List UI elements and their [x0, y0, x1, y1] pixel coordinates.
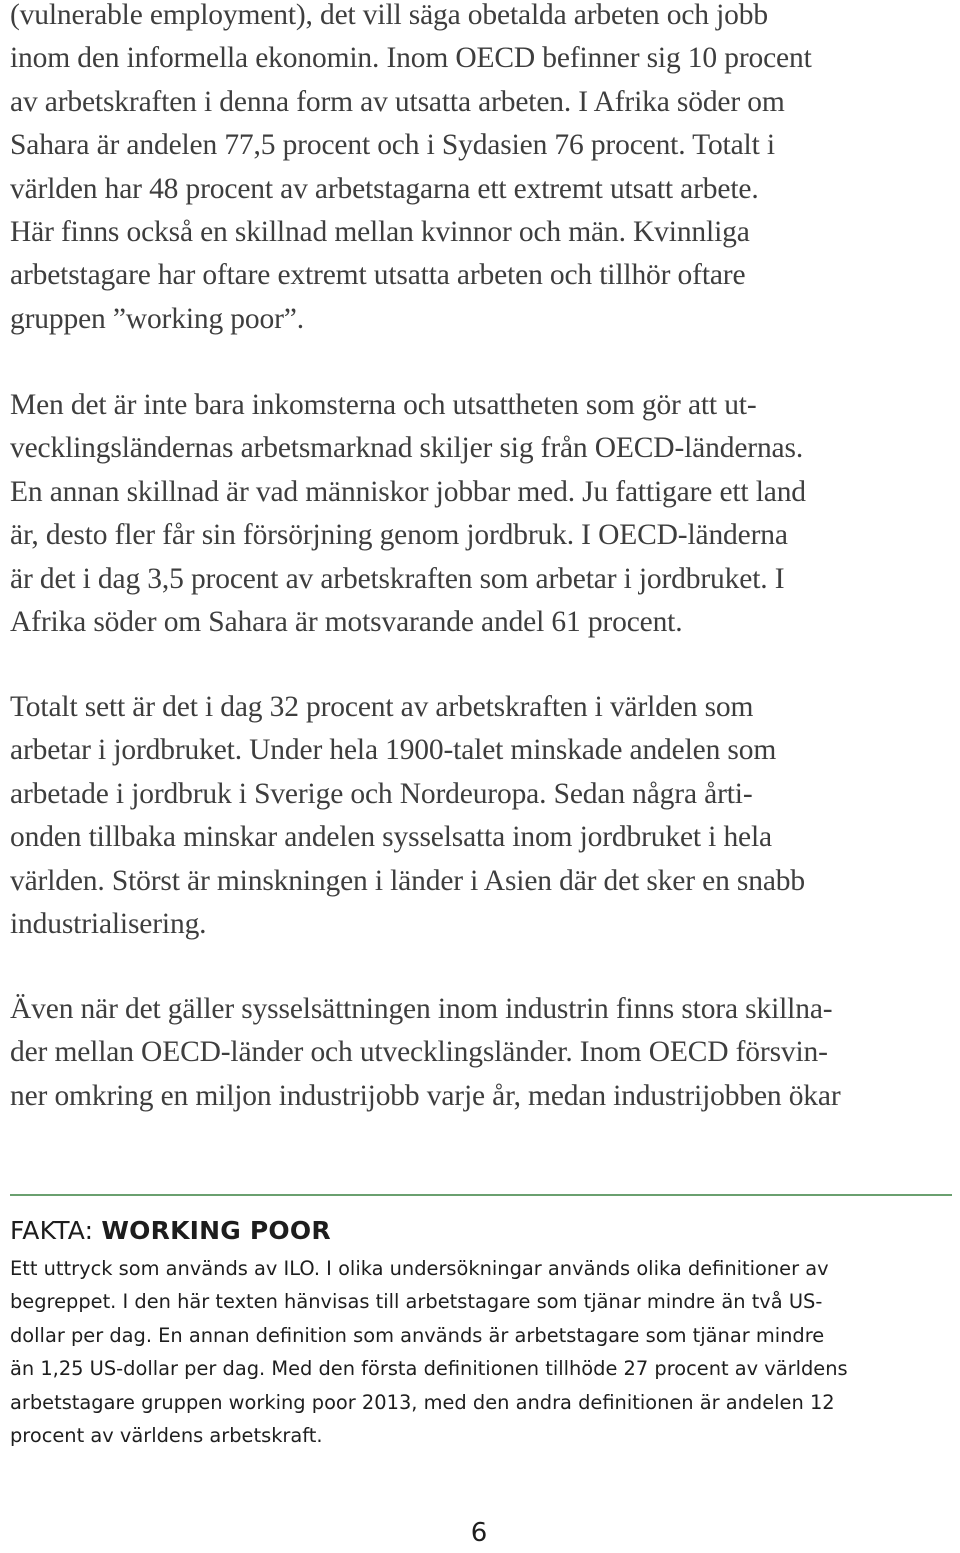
- text-line: världen. Störst är minskningen i länder i Asien där det sker en snabb: [10, 864, 805, 897]
- body-paragraph-3: [10, 686, 950, 946]
- fact-line: än 1,25 US-dollar per dag. Med den första definitionen tillhöde 27 procent av världens: [10, 1357, 848, 1381]
- fact-line: arbetstagare gruppen working poor 2013, med den andra definitionen är andelen 12: [10, 1390, 835, 1414]
- text-line: Afrika söder om Sahara är motsvarande andel 61 procent.: [10, 606, 683, 639]
- fact-box-divider: [10, 1194, 952, 1196]
- text-line: onden tillbaka minskar andelen sysselsatta inom jordbruket i hela: [10, 821, 772, 854]
- text-line: Men det är inte bara inkomsterna och utsattheten som gör att ut-: [10, 389, 757, 421]
- text-line: Här finns också en skillnad mellan kvinnor och män. Kvinnliga: [10, 216, 750, 249]
- text-line: (vulnerable employment), det vill säga obetalda arbeten och jobb: [10, 0, 768, 31]
- text-line: världen har 48 procent av arbetstagarna ett extremt utsatt arbete.: [10, 172, 759, 205]
- fact-line: dollar per dag. En annan definition som används är arbetstagare som tjänar mindre: [10, 1323, 825, 1347]
- fact-box-prefix: FAKTA:: [10, 1216, 102, 1245]
- text-line: vecklingsländernas arbetsmarknad skiljer sig från OECD-ländernas.: [10, 432, 804, 465]
- body-paragraph-2: [10, 384, 950, 644]
- fact-line: procent av världens arbetskraft.: [10, 1424, 323, 1448]
- fact-box-heading: WORKING POOR: [101, 1216, 331, 1245]
- fact-box-text: [10, 1252, 950, 1452]
- text-line: arbetstagare har oftare extremt utsatta arbeten och tillhör oftare: [10, 259, 746, 292]
- page-number: 6: [470, 1518, 488, 1548]
- text-line: arbetar i jordbruket. Under hela 1900-talet minskade andelen som: [10, 734, 777, 767]
- fact-box-title: [10, 1214, 331, 1248]
- text-line: arbetade i jordbruk i Sverige och Nordeuropa. Sedan några årti-: [10, 777, 753, 810]
- fact-line: Ett uttryck som används av ILO. I olika undersökningar används olika definitioner av: [10, 1257, 829, 1280]
- text-line: industrialisering.: [10, 908, 207, 941]
- text-line: ner omkring en miljon industrijobb varje år, medan industrijobben ökar: [10, 1079, 841, 1112]
- text-line: der mellan OECD-länder och utvecklingsländer. Inom OECD försvin-: [10, 1036, 828, 1069]
- text-line: inom den informella ekonomin. Inom OECD befinner sig 10 procent: [10, 42, 812, 75]
- text-line: är, desto fler får sin försörjning genom jordbruk. I OECD-länderna: [10, 519, 788, 552]
- text-line: Även när det gäller sysselsättningen inom industrin finns stora skillna-: [10, 993, 833, 1025]
- text-line: Sahara är andelen 77,5 procent och i Sydasien 76 procent. Totalt i: [10, 129, 775, 162]
- fact-line: begreppet. I den här texten hänvisas till arbetstagare som tjänar mindre än två US-: [10, 1290, 823, 1314]
- text-line: Totalt sett är det i dag 32 procent av arbetskraften i världen som: [10, 691, 754, 723]
- text-line: gruppen ”working poor”.: [10, 302, 304, 335]
- text-line: En annan skillnad är vad människor jobbar med. Ju fattigare ett land: [10, 475, 806, 508]
- text-line: av arbetskraften i denna form av utsatta arbeten. I Afrika söder om: [10, 85, 785, 118]
- body-paragraph-4: [10, 988, 950, 1118]
- body-paragraph-1: [10, 0, 950, 341]
- text-line: är det i dag 3,5 procent av arbetskraften som arbetar i jordbruket. I: [10, 562, 785, 595]
